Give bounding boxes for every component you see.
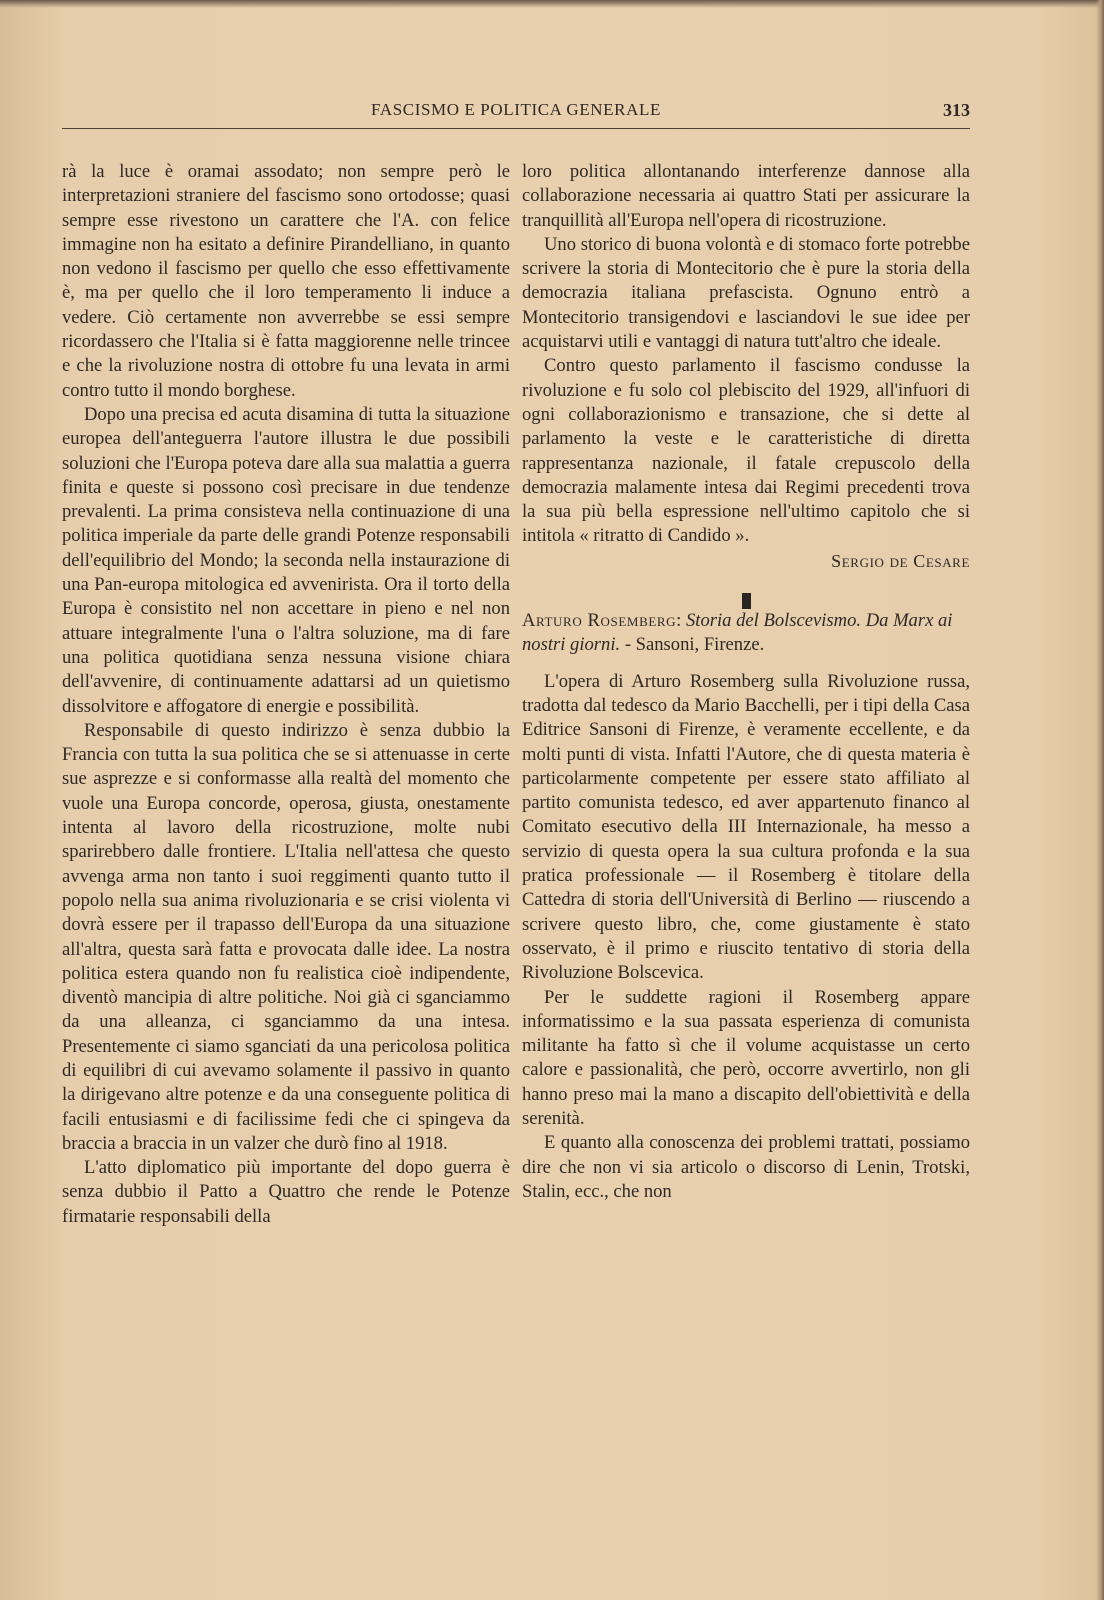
book-title: Storia del Bolscevismo. Da Marx ai nostri giorni. xyxy=(522,610,953,656)
page-number: 313 xyxy=(943,100,970,120)
page-right-edge xyxy=(1096,0,1104,1600)
right-column xyxy=(522,160,970,1204)
heading-gap xyxy=(522,658,970,670)
book-review-heading xyxy=(522,609,970,658)
left-paragraph-1: rà la luce è oramai assodato; non sempre però le interpretazioni straniere del fascismo sono ortodosse; quasi sempre esse rivestono un carattere che l'A. con felice immagine non ha esitato a definire Pirandelliano, in quanto non vedono il fascismo per quello che esso effettivamente è, ma per quello che il loro temperamento li induce a vedere. Ciò certamente non avverrebbe se essi sempre ricordassero che l'Italia si è fatta maggiorenne nelle trincee e che la rivoluzione nostra di ottobre fu una levata in armi contro tutto il mondo borghese. xyxy=(62,161,510,401)
right-paragraph-4: L'opera di Arturo Rosemberg sulla Rivoluzione russa, tradotta dal tedesco da Mario Bacchelli, per i tipi della Casa Editrice Sansoni di Firenze, è veramente eccellente, e da molti punti di vista. Infatti l'Autore, che di questa materia è particolarmente competente per essere stato affiliato al partito comunista tedesco, ed aver appartenuto financo al Comitato esecutivo della III Internazionale, ha messo a servizio di questa opera la sua cultura profonda e la sua pratica professionale — il Rosemberg è titolare della Cattedra di storia dell'Università di Berlino — riuscendo a scrivere questo libro, che, come giustamente è stato osservato, è il primo e riuscito tentativo di storia della Rivoluzione Bolscevica. xyxy=(522,670,970,984)
left-paragraph-4: L'atto diplomatico più importante del dopo guerra è senza dubbio il Patto a Quattro che rende le Potenze firmatarie responsabili della xyxy=(62,1157,510,1227)
review-signature: Sergio de Cesare xyxy=(831,550,970,571)
right-paragraph-1: loro politica allontanando interferenze dannose alla collaborazione necessaria ai quattro Stati per assicurare la tranquillità all'Europa nell'opera di ricostruzione. xyxy=(522,161,970,231)
left-paragraph-2: Dopo una precisa ed acuta disamina di tutta la situazione europea dell'anteguerra l'autore illustra le due possibili soluzioni che l'Europa poteva dare alla sua malattia a guerra finita e queste si possono così precisare in due tendenze prevalenti. La prima consisteva nella continuazione di una politica imperiale da parte delle grandi Potenze responsabili dell'equilibrio del Mondo; la seconda nella instaurazione di una Pan-europa mitologica ed avvenirista. Ora il torto della Europa è consistito nel non accettare in pieno e nel non attuare integralmente l'una o l'altra soluzione, ma di fare una politica quotidiana senza nessuna visione chiara dell'avvenire, di continuamente adattarsi ad un quietismo dissolvitore e affogatore di energie e possibilità. xyxy=(62,403,510,717)
left-column xyxy=(62,160,510,1229)
section-separator-square xyxy=(742,593,751,609)
book-author: Arturo Rosemberg xyxy=(522,610,677,632)
right-paragraph-6: E quanto alla conoscenza dei problemi trattati, possiamo dire che non vi sia articolo o discorso di Lenin, Trotski, Stalin, ecc., che non xyxy=(522,1132,970,1202)
right-paragraph-2: Uno storico di buona volontà e di stomaco forte potrebbe scrivere la storia di Montecitorio che è pure la storia della democrazia italiana prefascista. Ognuno entrò a Montecitorio transigendovi e lasciandovi le sue idee per acquistarvi utili e vantaggi di natura tutt'altro che ideale. xyxy=(522,233,970,353)
right-paragraph-3: Contro questo parlamento il fascismo condusse la rivoluzione e fu solo col plebiscito del 1929, all'infuori di ogni collaborazionismo e transazione, che si dette al parlamento la veste e le caratteristiche di diretta rappresentanza nazionale, il fatale crepuscolo della democrazia malamente intesa dai Regimi precedenti trova la sua più bella espressione nell'ultimo capitolo che si intitola « ritratto di Candido ». xyxy=(522,355,970,547)
left-paragraph-3: Responsabile di questo indirizzo è senza dubbio la Francia con tutta la sua politica che se si attenuasse in certe sue asprezze e si conformasse alla realtà del momento che vuole una Europa concorde, operosa, giusta, onestamente intenta al lavoro della ricostruzione, molte nubi sparirebbero dalle frontiere. L'Italia nell'attesa che questo avvenga arma non tanto i suoi reggimenti quanto tutto il popolo nella sua anima rivoluzionaria e se crisi violenta vi dovrà essere per il trapasso dell'Europa da una situazione all'altra, questa sarà fatta e provocata dalle idee. La nostra politica estera quando non fu realistica cioè indipendente, diventò mancipia di altre politiche. Noi già ci sganciammo da una alleanza, ci sganciammo da una intesa. Presentemente ci siamo sganciati da una pericolosa politica di equilibri di cui avevamo solamente il passivo in quanto la dirigevano altre potenze e da una conseguente politica di facili entusiasmi e di facilissime fedi che ci spingeva da braccia a braccia in un valzer che durò fino al 1918. xyxy=(62,719,510,1154)
book-publisher: - Sansoni, Firenze. xyxy=(624,634,765,656)
header-rule xyxy=(62,128,970,129)
book-heading-colon: : xyxy=(676,610,682,632)
right-paragraph-5: Per le suddette ragioni il Rosemberg appare informatissimo e la sua passata esperienza di comunista militante ha fatto sì che il volume acquistasse un certo calore e passionalità, che però, occorre avvertirlo, non gli hanno preso mai la mano a discapito dell'obiettività e della serenità. xyxy=(522,986,970,1129)
page-top-edge xyxy=(0,0,1104,8)
running-head xyxy=(62,100,970,126)
running-head-title: FASCISMO E POLITICA GENERALE xyxy=(371,100,661,119)
